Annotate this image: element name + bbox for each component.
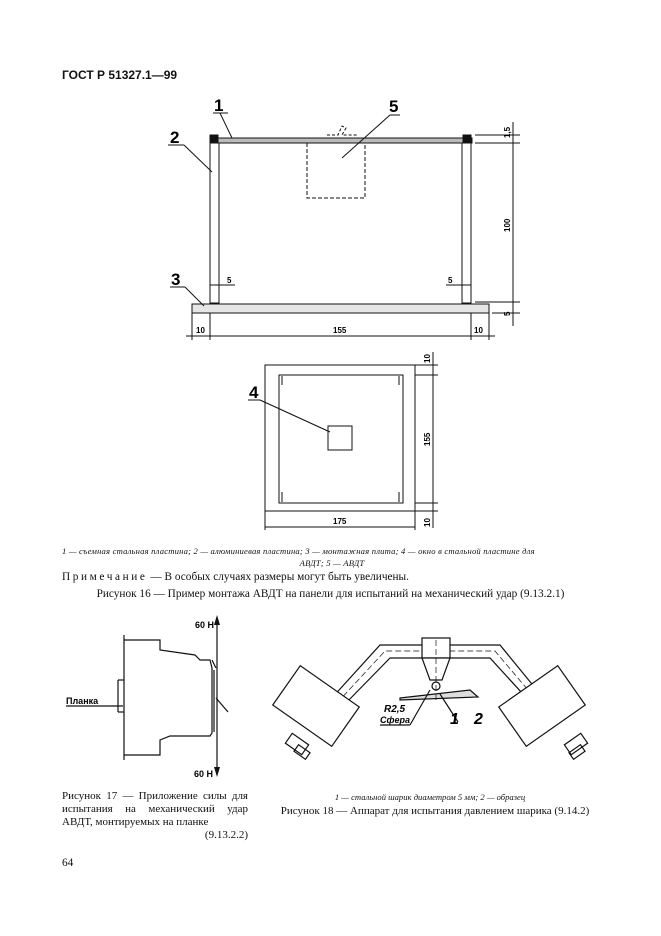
figure17-drawing [60,612,260,784]
legend-line-2: АВДТ; 5 — АВДТ [299,558,365,568]
callout-3: 3 [171,270,181,289]
dim-width: 155 [333,326,347,335]
callout-sample: 2 [474,711,483,728]
figure16-legend [62,545,602,569]
dim-top-margin: 10 [423,354,432,363]
callout-4: 4 [249,383,259,402]
figure16-top-view [240,348,440,533]
sphere-label: Сфера [380,715,410,725]
figure16-side-view [160,95,530,350]
document-header: ГОСТ Р 51327.1—99 [62,68,178,82]
dim-inset-left: 5 [227,276,232,285]
aluminium-plate-right [462,143,471,303]
callout-2: 2 [170,128,180,147]
mounting-plate [192,304,489,313]
dim-margin-left: 10 [196,326,205,335]
window-in-steel-plate [328,426,352,450]
dim-top-plate: 1,5 [503,126,512,138]
right-weight [499,666,586,747]
removable-steel-plate [210,138,472,143]
sample [400,690,478,700]
dim-height: 100 [503,218,512,232]
callout-ball: 1 [450,711,459,728]
dim-top-height: 155 [423,432,432,446]
figure17-caption [62,790,248,842]
figure16-note [62,571,409,583]
dim-margin-right: 10 [474,326,483,335]
device-outline [307,143,365,198]
note-label: Примечание [62,571,148,583]
dim-top-width: 175 [333,517,347,526]
callout-1: 1 [214,96,224,115]
note-text: — В особых случаях размеры могут быть увеличены. [147,571,409,583]
dim-bottom-margin: 10 [423,518,432,527]
figure18-caption: Рисунок 18 — Аппарат для испытания давлением шарика (9.14.2) [280,805,590,817]
legend-line-1: 1 — съемная стальная пластина; 2 — алюминиевая пластина; 3 — монтажная плита; 4 — окно в стальной пластине для [62,546,535,556]
callout-5: 5 [389,97,399,116]
force-label-bottom: 60 Н [194,769,214,779]
figure18-legend: 1 — стальной шарик диаметром 5 мм; 2 — образец [334,792,526,802]
figure17-caption-main: Рисунок 17 — Приложение силы для испытания на механический удар АВДТ, монтируемых на планке [62,790,248,828]
dim-inset-right: 5 [448,276,453,285]
aluminium-plate-left [210,143,219,303]
figure17-caption-ref: (9.13.2.2) [204,829,248,841]
rail-label: Планка [66,696,99,706]
radius-label: R2,5 [384,704,406,715]
force-label-top: 60 Н [195,620,215,630]
left-weight [273,666,360,747]
figure18-drawing [265,630,610,790]
figure16-caption: Рисунок 16 — Пример монтажа АВДТ на панели для испытаний на механический удар (9.13.2.1) [96,588,565,600]
dim-base: 5 [503,311,512,316]
page-number: 64 [62,857,74,869]
